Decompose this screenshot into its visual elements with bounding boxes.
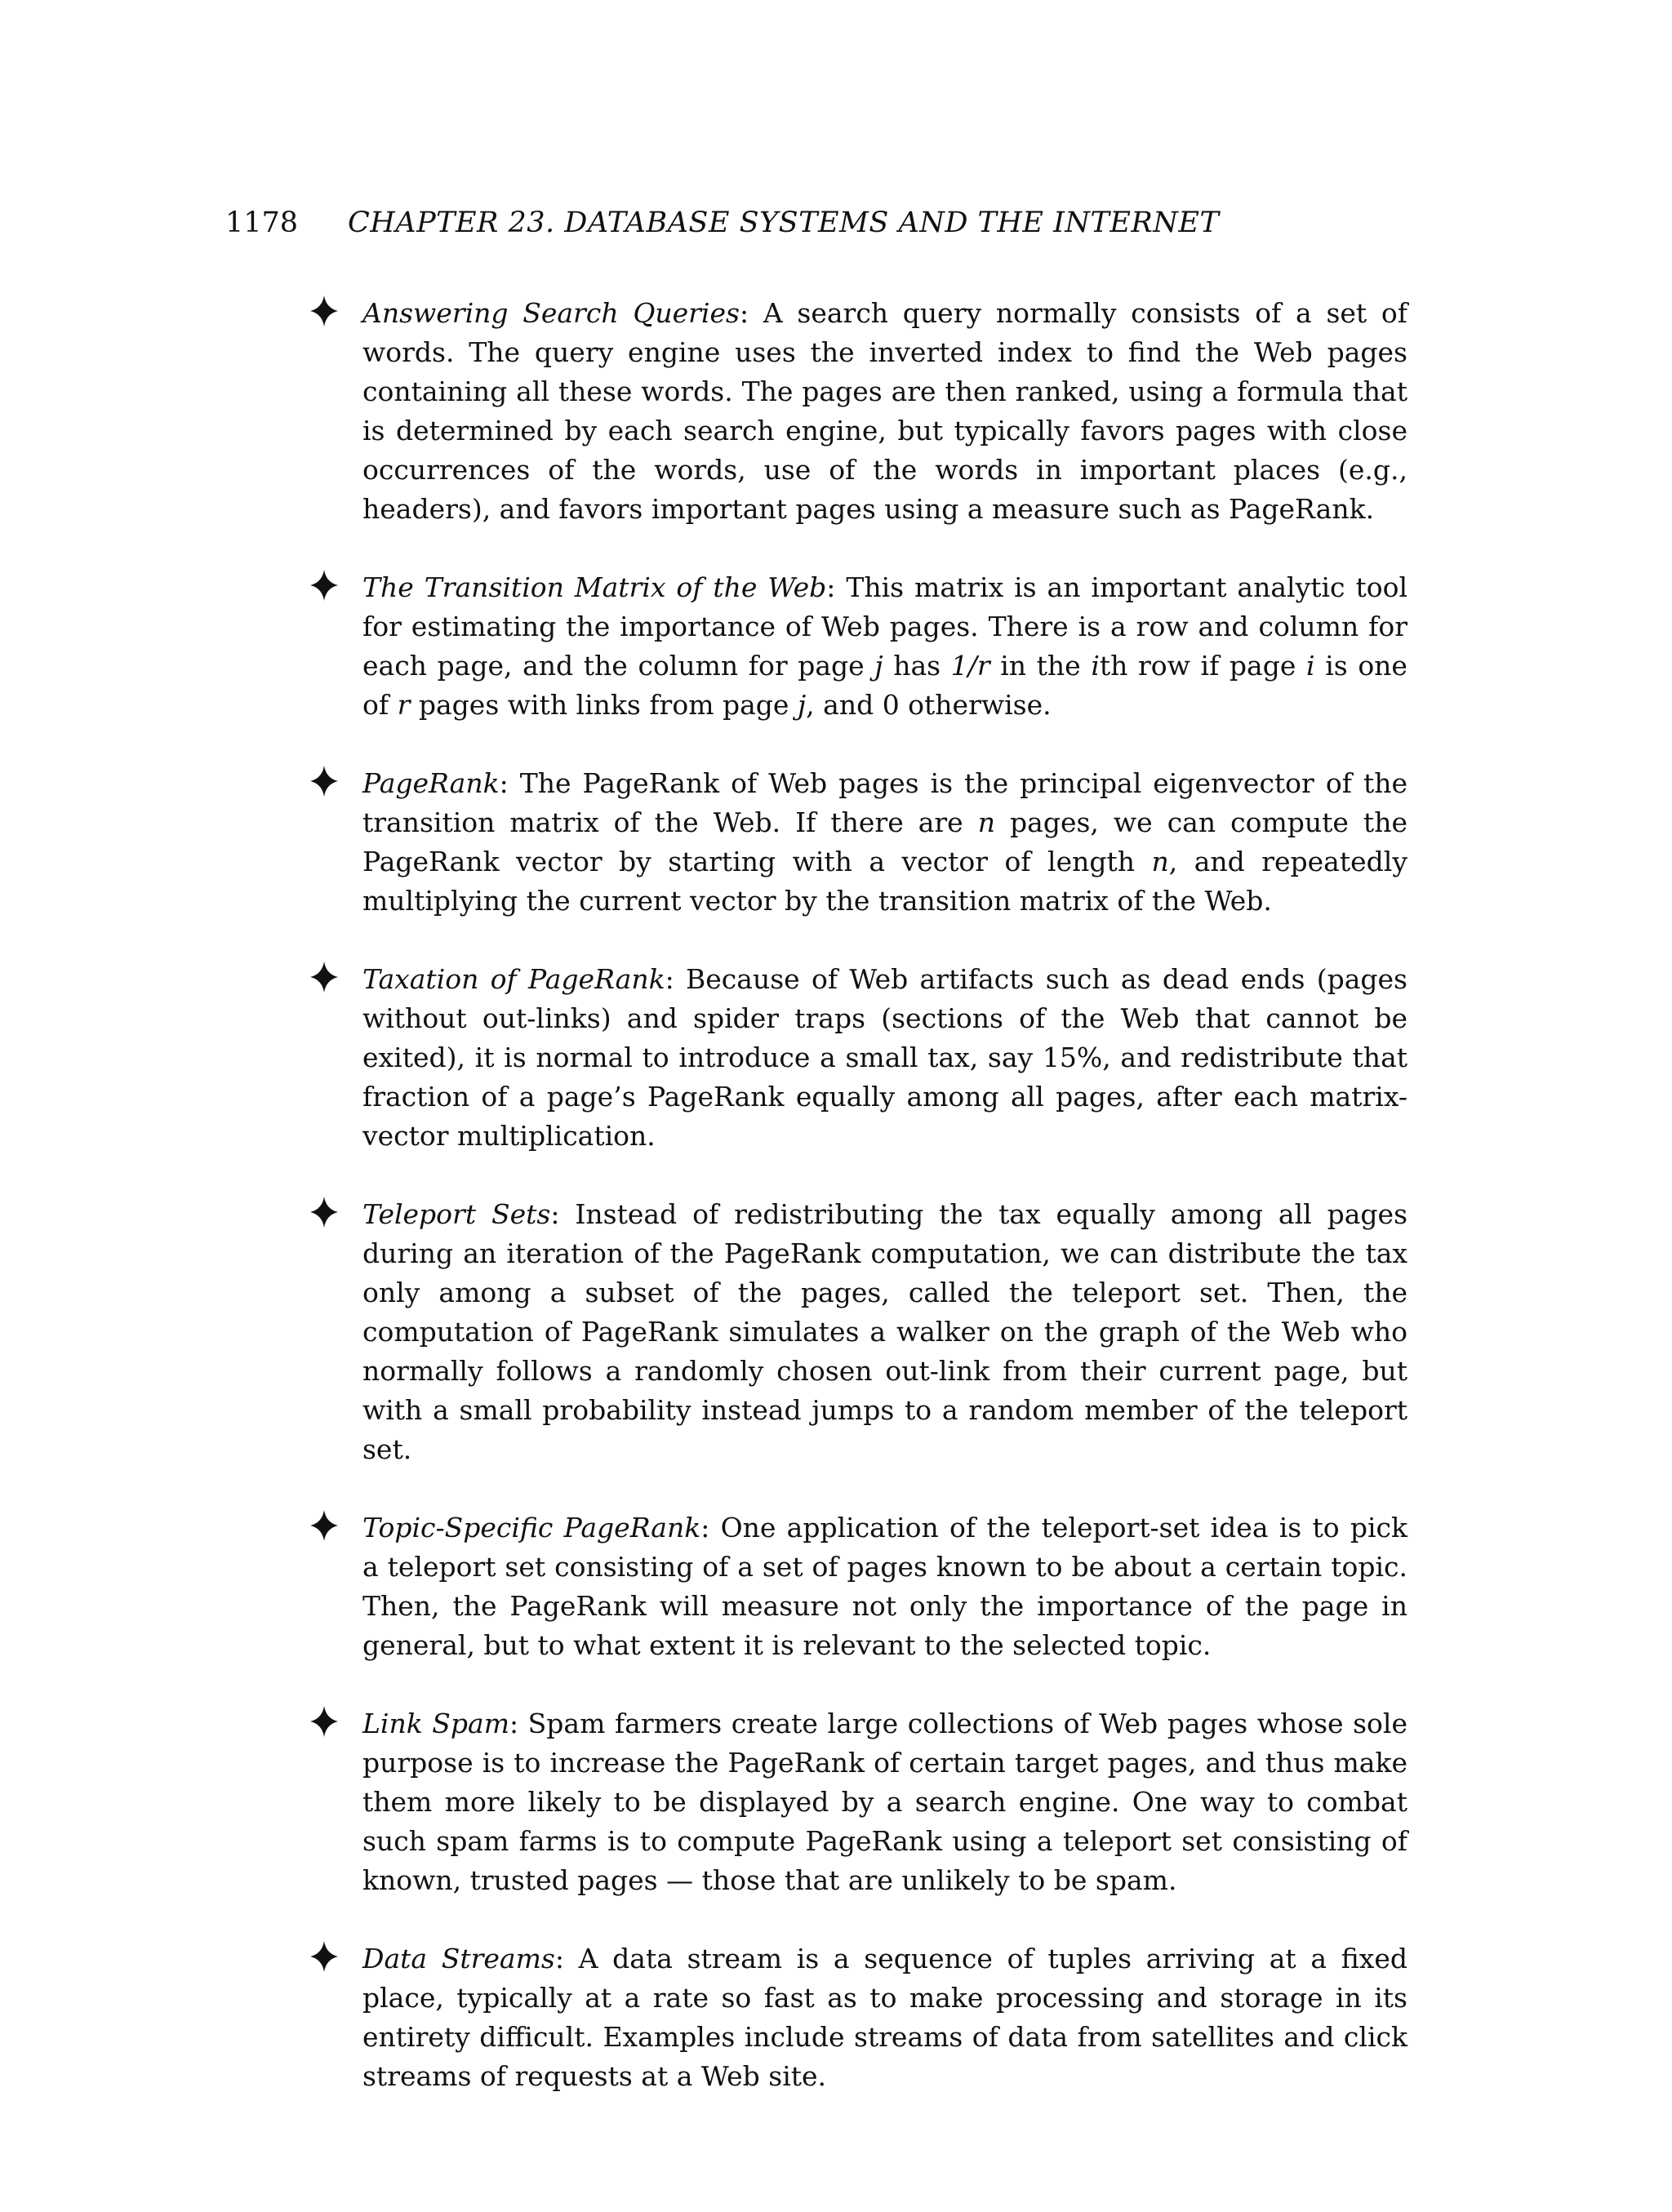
list-item: PageRank: The PageRank of Web pages is the principal eigenvector of the transition matrix of the Web. If there are n pages, we can compute the PageRank vector by starting with a vector of length n, and repeatedly multiplying the current vector by the transition matrix of the Web. xyxy=(310,764,1407,921)
entry-text: Spam farmers create large collections of Web pages whose sole purpose is to increase the PageRank of certain target pages, and thus make them more likely to be displayed by a search engine. One way to combat such spam farms is to compute PageRank using a teleport set consisting of known, trusted pages — those that are unlikely to be spam. xyxy=(362,1708,1407,1896)
running-head xyxy=(225,202,1407,243)
term-label: Topic-Specific PageRank xyxy=(362,1512,701,1544)
four-point-star-icon xyxy=(310,962,338,993)
list-item: Answering Search Queries: A search query normally consists of a set of words. The query engine uses the inverted index to find the Web pages containing all these words. The pages are then ranked, using a formula that is determined by each search engine, but typically favors pages with close occurrences of the words, use of the words in important places (e.g., headers), and favors important pages using a measure such as PageRank. xyxy=(310,294,1407,529)
math-variable: i xyxy=(1306,650,1315,682)
term-label: The Transition Matrix of the Web xyxy=(362,571,827,603)
four-point-star-icon xyxy=(310,1941,338,1972)
entry-text: Instead of redistributing the tax equally among all pages during an iteration of the PageRank computation, we can distribute the tax only among a subset of the pages, called the teleport set. Then, the computation of PageRank simulates a walker on the graph of the Web who normally follows a randomly chosen out-link from their current page, but with a small probability instead jumps to a random member of the teleport set. xyxy=(362,1198,1408,1465)
four-point-star-icon xyxy=(310,1197,338,1228)
math-variable: j xyxy=(797,689,807,721)
list-item: Data Streams: A data stream is a sequence of tuples arriving at a fixed place, typically at a rate so fast as to make processing and storage in its entirety difficult. Examples include streams of data from satellites and click streams of requests at a Web site. xyxy=(310,1939,1407,2096)
entry-text: in the xyxy=(1000,650,1081,682)
entry-text: pages, we can compute the PageRank vector by starting with a vector of length xyxy=(362,806,1407,877)
entry-text: The PageRank of Web pages is the principal eigenvector of the transition matrix of the Web. If there are xyxy=(362,767,1407,838)
four-point-star-icon xyxy=(310,1706,338,1737)
list-item: Topic-Specific PageRank: One application of the teleport-set idea is to pick a teleport set consisting of a set of pages known to be about a certain topic. Then, the PageRank will measure not only the importance of the page in general, but to what extent it is relevant to the selected topic. xyxy=(310,1508,1407,1665)
four-point-star-icon xyxy=(310,295,338,326)
page-number: 1178 xyxy=(225,207,299,239)
term-label: Teleport Sets xyxy=(362,1198,551,1230)
term-label: Link Spam xyxy=(362,1708,509,1739)
list-item: Teleport Sets: Instead of redistributing the tax equally among all pages during an iteration of the PageRank computation, we can distribute the tax only among a subset of the pages, called the teleport set. Then, the computation of PageRank simulates a walker on the graph of the Web who normally follows a randomly chosen out-link from their current page, but with a small probability instead jumps to a random member of the teleport set. xyxy=(310,1195,1407,1469)
math-variable: n xyxy=(1151,846,1169,877)
entry-text: , and repeatedly multiplying the current vector by the transition matrix of the Web. xyxy=(362,846,1407,917)
entry-text: pages with links from page xyxy=(418,689,789,721)
list-item: The Transition Matrix of the Web: This matrix is an important analytic tool for estimating the importance of Web pages. There is a row and column for each page, and the column for page j has 1/r in the ith row if page i is one of r pages with links from page j, and 0 otherwise. xyxy=(310,568,1407,725)
entry-text: This matrix is an important analytic tool for estimating the importance of Web pages. There is a row and column for each page, and the column for page xyxy=(362,571,1407,682)
term-label: Answering Search Queries xyxy=(362,297,740,329)
term-label: Data Streams xyxy=(362,1943,555,1974)
entry-text: One application of the teleport-set idea is to pick a teleport set consisting of a set of pages known to be about a certain topic. Then, the PageRank will measure not only the importance of the page in general, but to what extent it is relevant to the selected topic. xyxy=(362,1512,1407,1661)
list-item: Taxation of PageRank: Because of Web artifacts such as dead ends (pages without out-links) and spider traps (sections of the Web that cannot be exited), it is normal to introduce a small tax, say 15%, and redistribute that fraction of a page’s PageRank equally among all pages, after each matrix-vector multiplication. xyxy=(310,960,1407,1156)
summary-list xyxy=(310,294,1407,2135)
entry-text: , and 0 otherwise. xyxy=(806,689,1052,721)
entry-text: Because of Web artifacts such as dead ends (pages without out-links) and spider traps (sections of the Web that cannot be exited), it is normal to introduce a small tax, say 15%, and redistribute that fraction of a page’s PageRank equally among all pages, after each matrix-vector multiplication. xyxy=(362,963,1407,1152)
math-variable: n xyxy=(977,806,995,838)
term-label: Taxation of PageRank xyxy=(362,963,665,995)
four-point-star-icon xyxy=(310,570,338,601)
entry-text: has xyxy=(893,650,941,682)
entry-text: th row if page xyxy=(1099,650,1296,682)
entry-text: A data stream is a sequence of tuples arriving at a fixed place, typically at a rate so fast as to make processing and storage in its entirety difficult. Examples include streams of data from satellites and click streams of requests at a Web site. xyxy=(362,1943,1407,2092)
chapter-title: CHAPTER 23. DATABASE SYSTEMS AND THE INTERNET xyxy=(348,207,1220,239)
list-item: Link Spam: Spam farmers create large collections of Web pages whose sole purpose is to increase the PageRank of certain target pages, and thus make them more likely to be displayed by a search engine. One way to combat such spam farms is to compute PageRank using a teleport set consisting of known, trusted pages — those that are unlikely to be spam. xyxy=(310,1704,1407,1900)
four-point-star-icon xyxy=(310,766,338,797)
math-variable: r xyxy=(397,689,411,721)
four-point-star-icon xyxy=(310,1510,338,1541)
entry-text: is one of xyxy=(362,650,1407,721)
math-variable: i xyxy=(1091,650,1100,682)
term-label: PageRank xyxy=(362,767,500,799)
math-expression: 1/r xyxy=(950,650,990,682)
math-variable: j xyxy=(874,650,883,682)
entry-text: A search query normally consists of a set of words. The query engine uses the inverted index to find the Web pages containing all these words. The pages are then ranked, using a formula that is determined by each search engine, but typically favors pages with close occurrences of the words, use of the words in important places (e.g., headers), and favors important pages using a measure such as PageRank. xyxy=(362,297,1408,525)
